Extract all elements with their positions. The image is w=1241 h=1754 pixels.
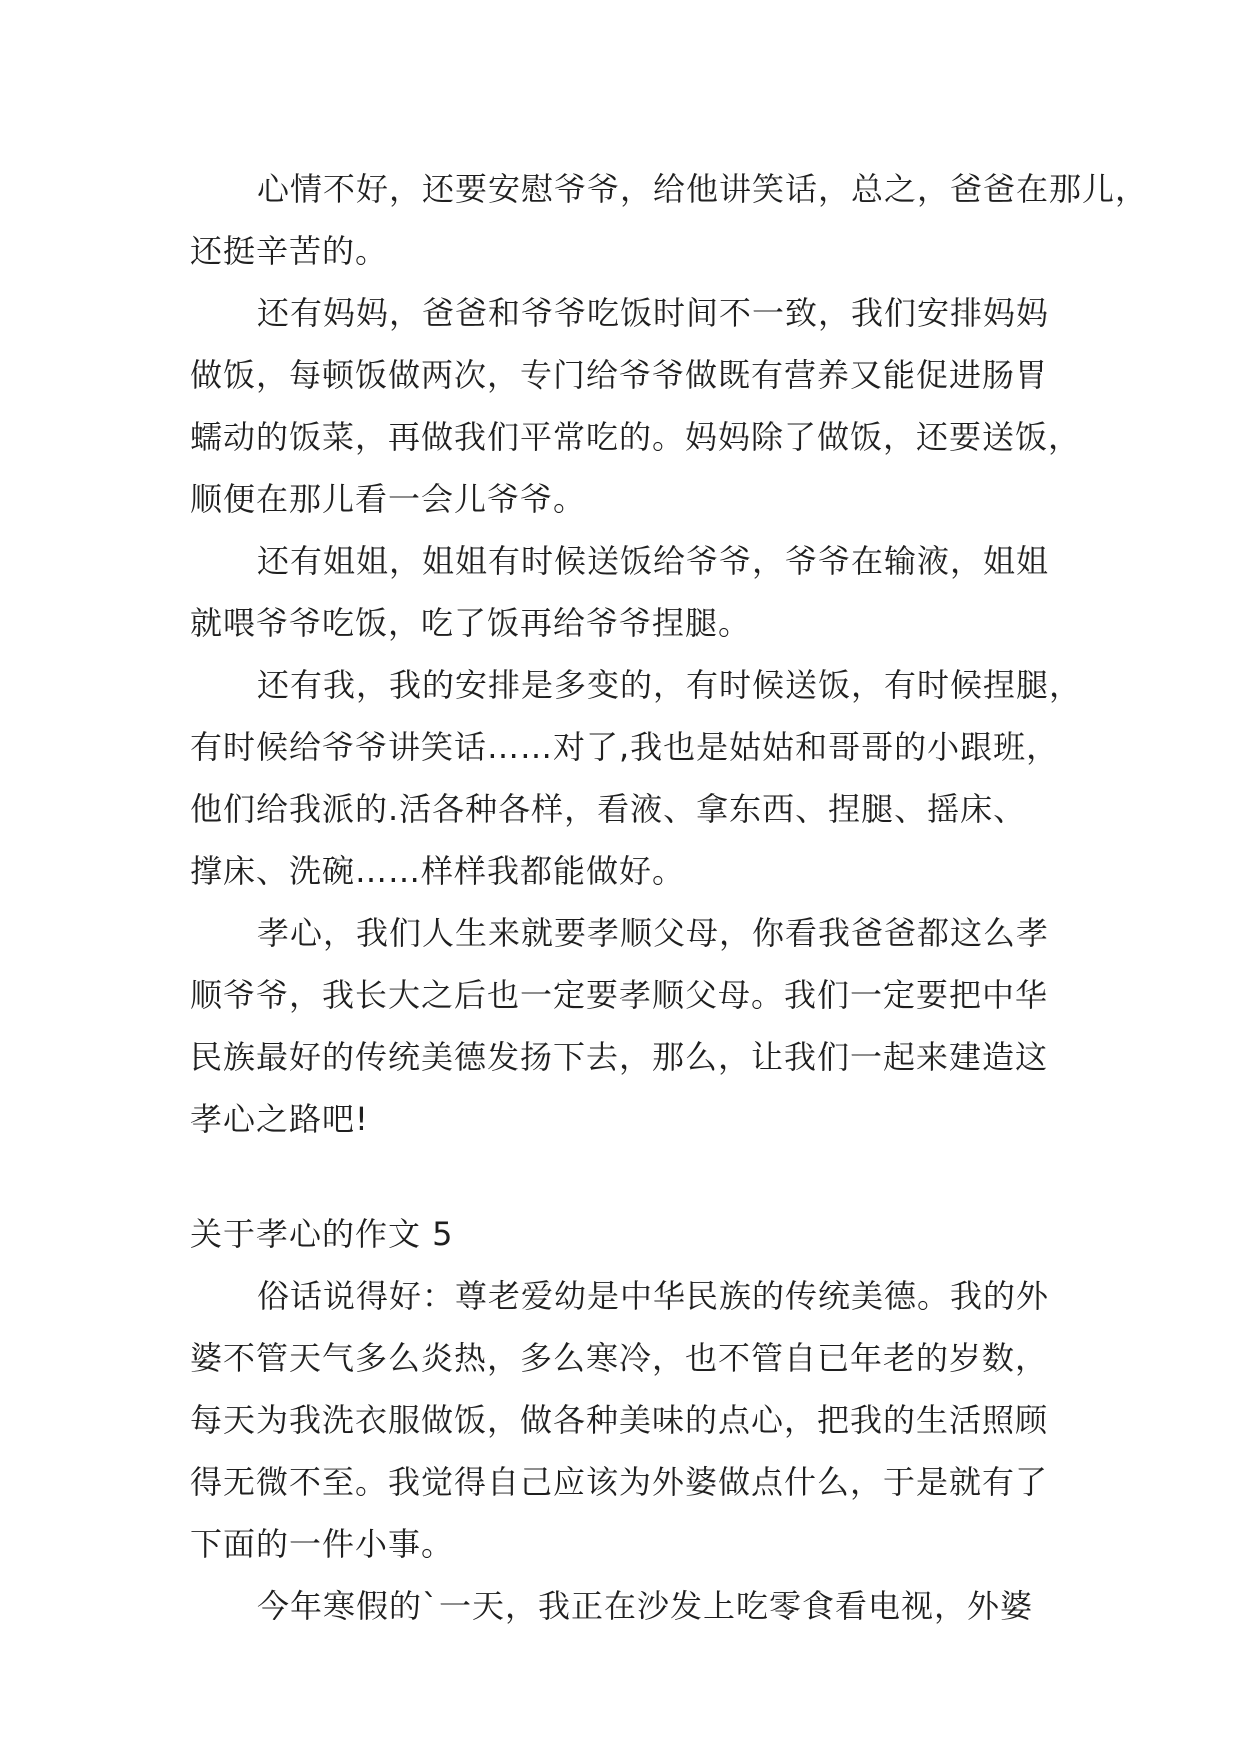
text-line: 民族最好的传统美德发扬下去，那么，让我们一起来建造这 (190, 1038, 1049, 1076)
text-line: 关于孝心的作文 5 (190, 1215, 454, 1253)
text-line: 还有姐姐，姐姐有时候送饭给爷爷，爷爷在输液，姐姐 (257, 542, 1050, 580)
text-line: 得无微不至。我觉得自己应该为外婆做点什么，于是就有了 (190, 1463, 1049, 1501)
text-line: 他们给我派的.活各种各样，看液、拿东西、捏腿、摇床、 (190, 790, 1027, 828)
text-line: 撑床、洗碗……样样我都能做好。 (190, 852, 686, 890)
text-line: 下面的一件小事。 (190, 1525, 455, 1563)
text-line: 今年寒假的`一天，我正在沙发上吃零食看电视，外婆 (257, 1587, 1034, 1625)
document-body (190, 158, 1149, 1637)
text-line: 还有妈妈，爸爸和爷爷吃饭时间不一致，我们安排妈妈 (257, 294, 1050, 332)
text-line: 俗话说得好：尊老爱幼是中华民族的传统美德。我的外 (257, 1277, 1050, 1315)
paragraph (190, 1265, 1050, 1575)
text-line: 每天为我洗衣服做饭，做各种美味的点心，把我的生活照顾 (190, 1401, 1049, 1439)
paragraph (190, 530, 1050, 654)
text-line: 还有我，我的安排是多变的，有时候送饭，有时候捏腿， (257, 666, 1083, 704)
paragraph (190, 1575, 1050, 1637)
text-line: 顺爷爷，我长大之后也一定要孝顺父母。我们一定要把中华 (190, 976, 1049, 1014)
text-line: 有时候给爷爷讲笑话……对了,我也是姑姑和哥哥的小跟班， (190, 728, 1060, 766)
text-line: 孝心，我们人生来就要孝顺父母，你看我爸爸都这么孝 (257, 914, 1050, 952)
text-line: 蠕动的饭菜，再做我们平常吃的。妈妈除了做饭，还要送饭， (190, 418, 1082, 456)
text-line: 顺便在那儿看一会儿爷爷。 (190, 480, 587, 518)
text-line: 婆不管天气多么炎热，多么寒冷，也不管自已年老的岁数， (190, 1339, 1049, 1377)
section-heading (190, 1203, 1050, 1265)
text-line: 做饭，每顿饭做两次，专门给爷爷做既有营养又能促进肠胃 (190, 356, 1049, 394)
paragraph (190, 654, 1083, 902)
paragraph (190, 282, 1082, 530)
text-line: 就喂爷爷吃饭，吃了饭再给爷爷捏腿。 (190, 604, 752, 642)
text-line: 心情不好，还要安慰爷爷，给他讲笑话，总之，爸爸在那儿， (257, 170, 1149, 208)
text-line: 还挺辛苦的。 (190, 232, 389, 270)
paragraph (190, 902, 1050, 1150)
paragraph (190, 158, 1149, 282)
text-line: 孝心之路吧! (190, 1100, 369, 1138)
section-gap (190, 1150, 1050, 1203)
